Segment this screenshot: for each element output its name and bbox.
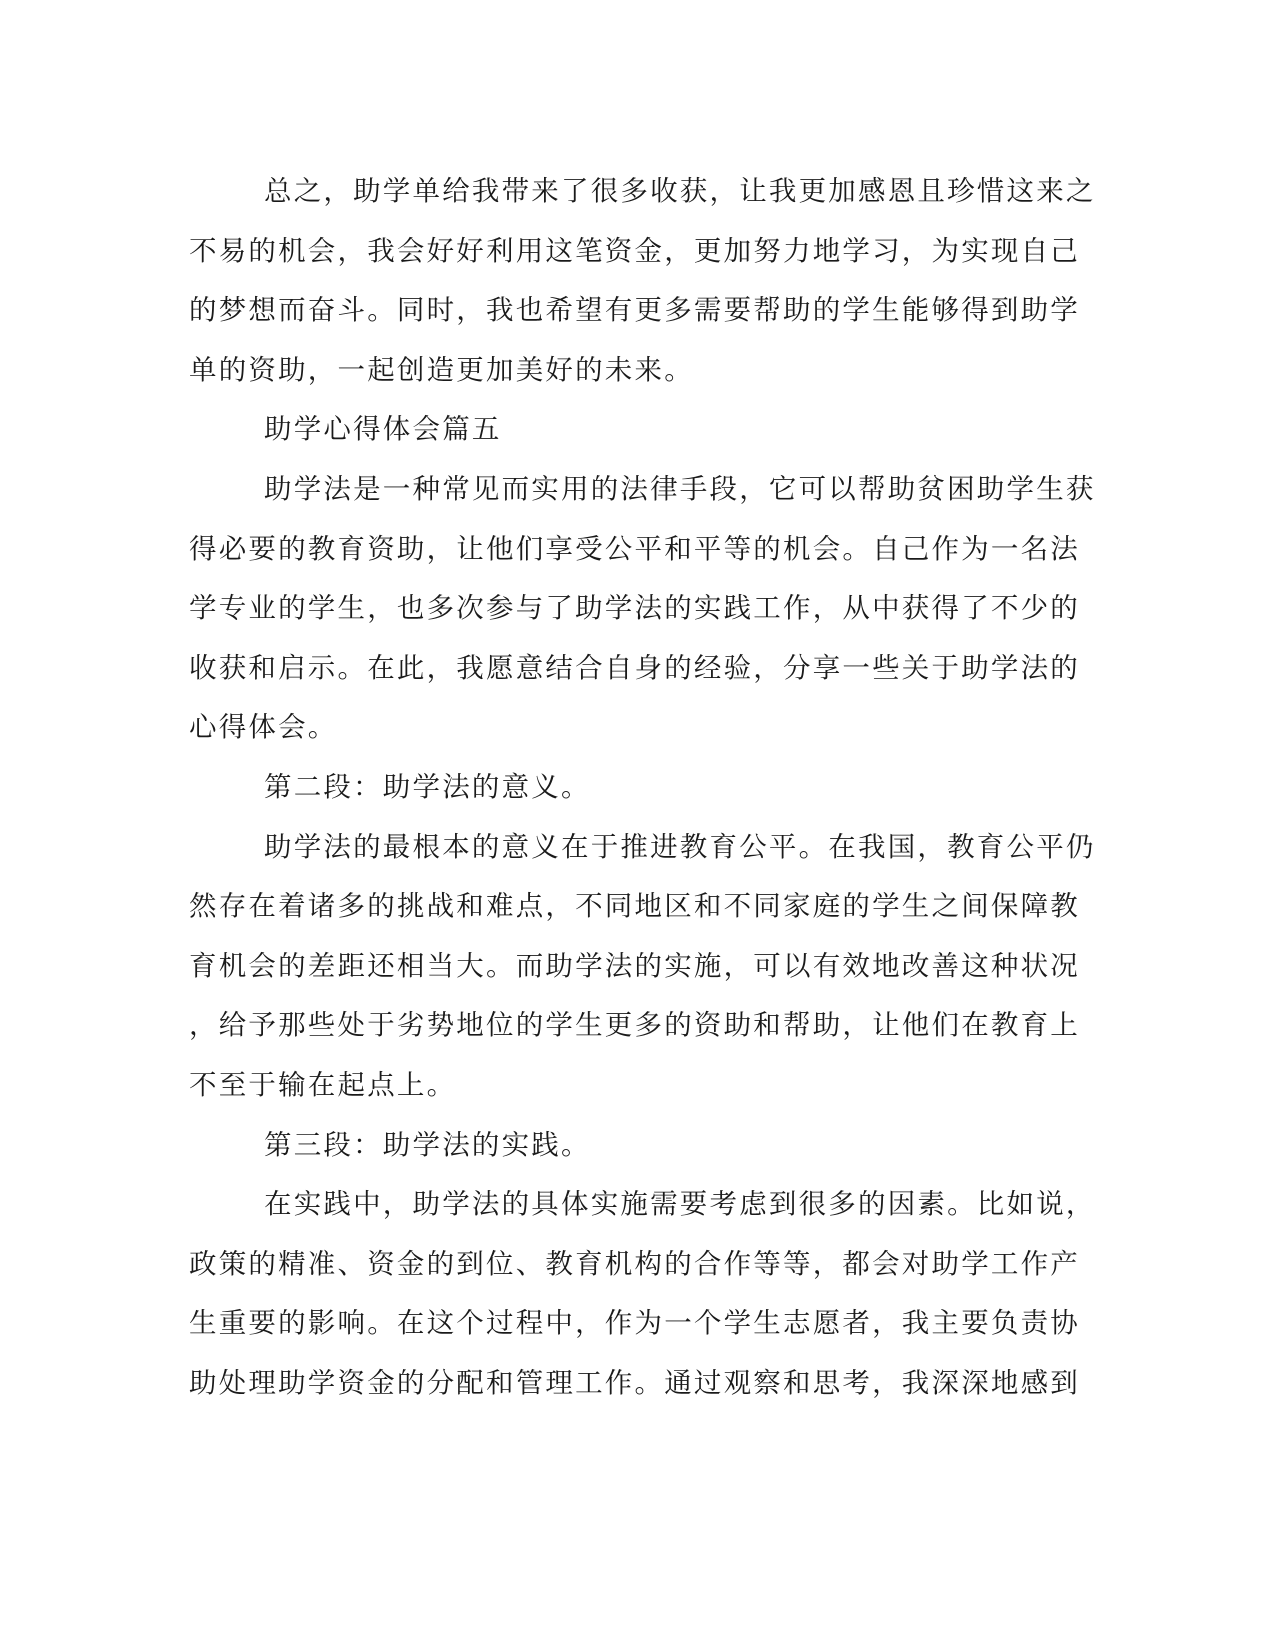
paragraph-line: 单的资助，一起创造更加美好的未来。: [189, 353, 694, 386]
paragraph-line: 收获和启示。在此，我愿意结合自身的经验，分享一些关于助学法的: [189, 651, 1080, 684]
paragraph-line: 心得体会。: [189, 711, 338, 744]
paragraph-line: 助学法是一种常见而实用的法律手段，它可以帮助贫困助学生获: [264, 472, 1096, 505]
paragraph-line: 在实践中，助学法的具体实施需要考虑到很多的因素。比如说，: [264, 1188, 1096, 1221]
paragraph-line: 学专业的学生，也多次参与了助学法的实践工作，从中获得了不少的: [189, 592, 1080, 625]
document-body: [189, 162, 1096, 1413]
paragraph-line: 生重要的影响。在这个过程中，作为一个学生志愿者，我主要负责协: [189, 1307, 1080, 1340]
paragraph-line: 育机会的差距还相当大。而助学法的实施，可以有效地改善这种状况: [189, 949, 1080, 982]
paragraph-line: 不至于输在起点上。: [189, 1068, 457, 1101]
paragraph-line: 然存在着诸多的挑战和难点，不同地区和不同家庭的学生之间保障教: [189, 890, 1080, 923]
section-heading: 第三段：助学法的实践。: [264, 1128, 591, 1161]
paragraph-line: ，给予那些处于劣势地位的学生更多的资助和帮助，让他们在教育上: [189, 1009, 1080, 1042]
paragraph-line: 不易的机会，我会好好利用这笔资金，更加努力地学习，为实现自己: [189, 234, 1080, 267]
paragraph-line: 得必要的教育资助，让他们享受公平和平等的机会。自己作为一名法: [189, 532, 1080, 565]
paragraph-line: 总之，助学单给我带来了很多收获，让我更加感恩且珍惜这来之: [264, 175, 1096, 207]
paragraph-line: 助处理助学资金的分配和管理工作。通过观察和思考，我深深地感到: [189, 1366, 1080, 1399]
paragraph-line: 助学法的最根本的意义在于推进教育公平。在我国，教育公平仍: [264, 830, 1096, 863]
paragraph-line: 政策的精准、资金的到位、教育机构的合作等等，都会对助学工作产: [189, 1247, 1080, 1280]
section-heading: 助学心得体会篇五: [264, 413, 502, 446]
paragraph-line: 的梦想而奋斗。同时，我也希望有更多需要帮助的学生能够得到助学: [189, 294, 1080, 327]
section-heading: 第二段：助学法的意义。: [264, 770, 591, 803]
